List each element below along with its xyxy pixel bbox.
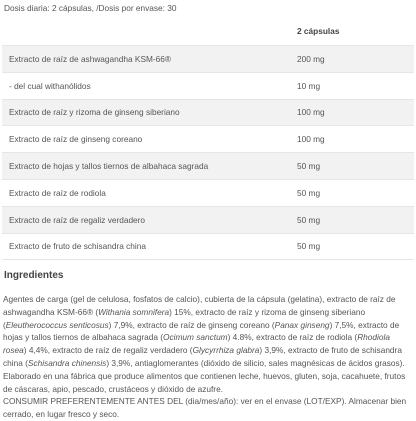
ingredient-name: - del cual withanólidos	[2, 72, 288, 99]
table-row	[2, 72, 414, 99]
ingredients-list	[3, 293, 413, 370]
ingredient-amount: 50 mg	[288, 206, 414, 233]
ingredient-name: Extracto de raíz de rodiola	[2, 179, 288, 206]
ingredients-text-part: ) 3,9%, antiaglomerantes (dióxido de silicio, sales magnésicas de ácidos grasos).	[106, 357, 405, 368]
ingredient-amount: 50 mg	[288, 233, 414, 260]
ingredient-name: Extracto de fruto de schisandra china	[2, 233, 288, 260]
ingredient-amount: 50 mg	[288, 153, 414, 180]
storage-notice: CONSUMIR PREFERENTEMENTE ANTES DEL (dia/mes/año): ver en el envase (LOT/EXP). Almacenar bien cerrado, en lugar fresco y seco.	[3, 396, 407, 420]
ingredients-text-part: Agentes de carga (gel de celulosa, fosfatos de calcio), cubierta de la cápsula (gelatina), extracto de raíz de ashwagandha KSM-66® (	[3, 294, 396, 317]
botanical-name: Rhodiola rosea	[3, 332, 390, 356]
ingredient-name: Extracto de raíz de ashwagandha KSM-66®	[2, 46, 288, 73]
ingredients-text-part: ) 4,4%, extracto de raíz de regaliz verdadero (	[23, 345, 193, 356]
allergen-notice: Elaborado en una fábrica que produce alimentos que contienen leche, huevos, gluten, soja, cacahuete, frutos de cáscaras, apio, pescado, crustáceos y dióxido de azufre.	[3, 370, 406, 394]
ingredients-text-part: ) 15%, extracto de raíz y rizoma de ginseng siberiano (	[3, 306, 366, 330]
botanical-name: Glycyrrhiza glabra	[192, 345, 260, 356]
ingredient-name: Extracto de raíz de regaliz verdadero	[2, 206, 288, 233]
ingredients-text-part: ) 4.8%, extracto de raíz de rodiola (	[227, 332, 358, 343]
ingredients-text-part: ) 7,5%, extracto de hojas y tallos tiernos de albahaca sagrada (	[3, 319, 400, 343]
ingredient-amount: 100 mg	[288, 99, 414, 126]
ingredient-amount: 50 mg	[288, 179, 414, 206]
ingredient-name: Extracto de raíz de ginseng coreano	[2, 126, 288, 153]
botanical-name: Withania somnifera	[98, 306, 170, 317]
botanical-name: Panax ginseng	[274, 319, 330, 330]
ingredients-text-part: ) 7,9%, extracto de raíz de ginseng coreano (	[108, 319, 275, 330]
table-row	[2, 99, 414, 126]
table-row	[2, 179, 414, 206]
table-row	[2, 126, 414, 153]
ingredients-heading: Ingredientes	[4, 270, 64, 281]
ingredient-amount: 100 mg	[288, 126, 414, 153]
table-row	[2, 46, 414, 73]
ingredient-name: Extracto de raíz y rizoma de ginseng siberiano	[2, 99, 288, 126]
header-dose: 2 cápsulas	[288, 16, 414, 46]
ingredients-text-part: ) 3,9%, extracto de fruto de schisandra china (	[3, 345, 402, 368]
table-row	[2, 206, 414, 233]
table-row	[2, 153, 414, 180]
table-row	[2, 233, 414, 260]
botanical-name: Schisandra chinensis	[27, 357, 107, 368]
ingredients-text	[3, 293, 413, 421]
table-header-row	[2, 16, 414, 46]
ingredient-name: Extracto de hojas y tallos tiernos de albahaca sagrada	[2, 153, 288, 180]
ingredient-amount: 200 mg	[288, 46, 414, 73]
botanical-name: Ocimum sanctum	[163, 332, 228, 343]
ingredient-amount: 10 mg	[288, 72, 414, 99]
dose-info: Dosis diaria: 2 cápsulas, /Dosis por envase: 30	[4, 3, 177, 13]
supplement-facts-table	[2, 16, 414, 260]
header-ingredient	[2, 16, 288, 46]
botanical-name: Eleutherococcus senticosus	[5, 319, 109, 330]
